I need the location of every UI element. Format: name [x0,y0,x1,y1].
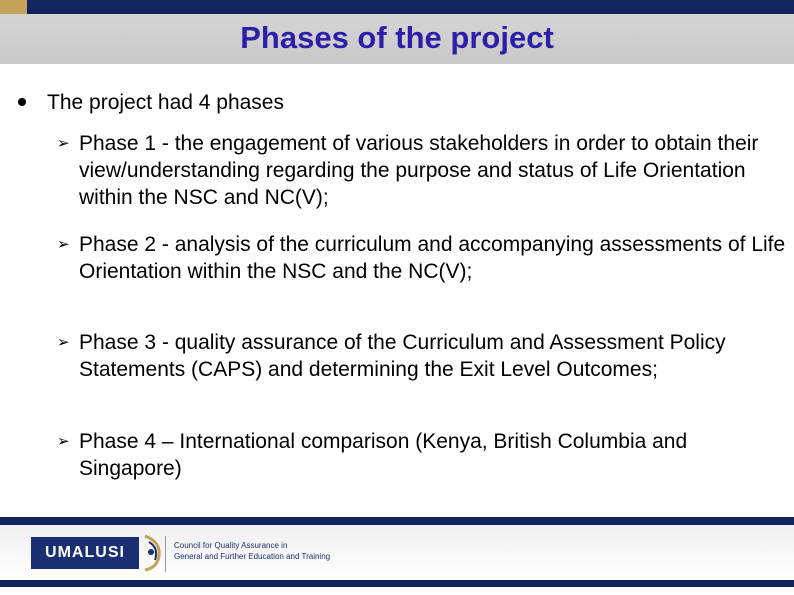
footer-divider [165,536,166,572]
council-text [174,540,330,562]
phase-4-text: Phase 4 – International comparison (Kenya, British Columbia and Singapore) [79,430,688,480]
council-line-2: General and Further Education and Training [174,552,331,561]
phase-2-text: Phase 2 - analysis of the curriculum and accompanying assessments of Life Orientation within the NSC and the NC(V); [79,233,786,283]
arrow-bullet-icon: ➢ [57,135,70,152]
top-bar [0,0,794,14]
umalusi-logo: UMALUSI [31,537,139,569]
arrow-bullet-icon: ➢ [57,433,70,450]
bullet-dot-icon [18,98,26,106]
footer-bottom-bar [0,580,794,587]
council-line-1: Council for Quality Assurance in [174,541,288,550]
footer-top-bar [0,517,794,525]
lead-text: The project had 4 phases [47,91,284,114]
slide-title: Phases of the project [240,20,554,55]
top-accent [0,0,27,14]
phase-3-text: Phase 3 - quality assurance of the Curriculum and Assessment Policy Statements (CAPS) and determining the Exit Level Outcomes; [79,331,726,381]
arrow-bullet-icon: ➢ [57,236,70,253]
arrow-bullet-icon: ➢ [57,334,70,351]
phase-1-text: Phase 1 - the engagement of various stakeholders in order to obtain their view/understanding regarding the purpose and status of Life Orientation within the NSC and NC(V); [79,132,759,209]
